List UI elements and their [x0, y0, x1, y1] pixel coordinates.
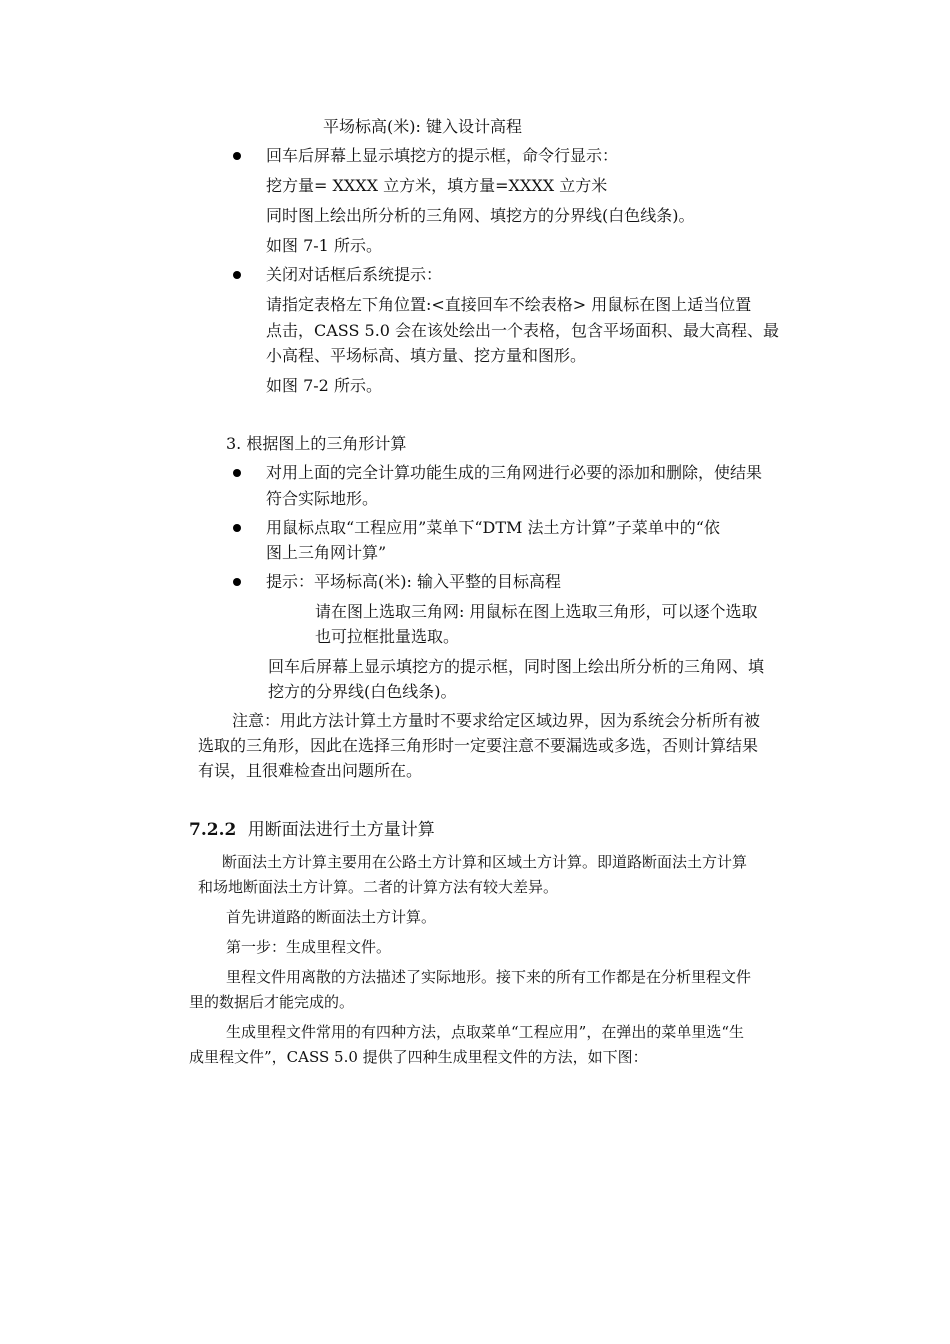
paragraph: 生成里程文件常用的有四种方法，点取菜单“工程应用”，在弹出的菜单里选“生	[226, 1023, 745, 1041]
text-line: 小高程、平场标高、填方量、挖方量和图形。	[266, 346, 587, 365]
text-line: 点击，CASS 5.0 会在该处绘出一个表格，包含平场面积、最大高程、最	[266, 321, 780, 340]
text-line: 回车后屏幕上显示填挖方的提示框，同时图上绘出所分析的三角网、填	[268, 657, 765, 676]
bullet-text: 关闭对话框后系统提示：	[266, 265, 443, 284]
paragraph: 断面法土方计算主要用在公路土方计算和区域土方计算。即道路断面法土方计算	[222, 853, 748, 871]
bullet-icon	[233, 152, 241, 160]
text-line: 同时图上绘出所分析的三角网、填挖方的分界线(白色线条)。	[266, 206, 695, 225]
text-line: 挖方量= XXXX 立方米，填方量=XXXX 立方米	[266, 176, 608, 195]
section-heading	[189, 820, 435, 840]
bullet-text: 回车后屏幕上显示填挖方的提示框，命令行显示：	[266, 146, 619, 165]
text-line: 图上三角网计算”	[266, 543, 387, 562]
bullet-text: 提示：平场标高(米): 输入平整的目标高程	[266, 572, 561, 591]
text-line: 符合实际地形。	[266, 489, 379, 508]
subsection-title: 3. 根据图上的三角形计算	[226, 434, 407, 453]
note-paragraph: 选取的三角形，因此在选择三角形时一定要注意不要漏选或多选，否则计算结果	[198, 736, 759, 755]
paragraph: 第一步：生成里程文件。	[226, 938, 392, 956]
bullet-icon	[233, 469, 241, 477]
bullet-icon	[233, 271, 241, 279]
text-line: 挖方的分界线(白色线条)。	[268, 682, 457, 701]
section-title: 用断面法进行土方量计算	[247, 820, 435, 840]
text-line: 请指定表格左下角位置:<直接回车不绘表格> 用鼠标在图上适当位置	[266, 295, 752, 314]
bullet-icon	[233, 578, 241, 586]
text-line: 如图 7-2 所示。	[266, 376, 382, 395]
paragraph: 里程文件用离散的方法描述了实际地形。接下来的所有工作都是在分析里程文件	[226, 968, 752, 986]
bullet-icon	[233, 524, 241, 532]
paragraph: 里的数据后才能完成的。	[189, 993, 355, 1011]
text-line: 如图 7-1 所示。	[266, 236, 382, 255]
paragraph: 首先讲道路的断面法土方计算。	[226, 908, 437, 926]
bullet-text: 对用上面的完全计算功能生成的三角网进行必要的添加和删除，使结果	[266, 463, 763, 482]
text-line: 也可拉框批量选取。	[315, 627, 460, 646]
bullet-text: 用鼠标点取“工程应用”菜单下“DTM 法土方计算”子菜单中的“依	[266, 518, 720, 537]
section-number: 7.2.2	[189, 820, 237, 840]
paragraph: 成里程文件”，CASS 5.0 提供了四种生成里程文件的方法，如下图：	[189, 1048, 648, 1066]
note-paragraph: 有误，且很难检查出问题所在。	[198, 761, 423, 780]
text-line: 平场标高(米): 键入设计高程	[323, 117, 522, 136]
paragraph: 和场地断面法土方计算。二者的计算方法有较大差异。	[198, 878, 559, 896]
note-paragraph: 注意：用此方法计算土方量时不要求给定区域边界，因为系统会分析所有被	[232, 711, 761, 730]
text-line: 请在图上选取三角网: 用鼠标在图上选取三角形，可以逐个选取	[315, 602, 758, 621]
